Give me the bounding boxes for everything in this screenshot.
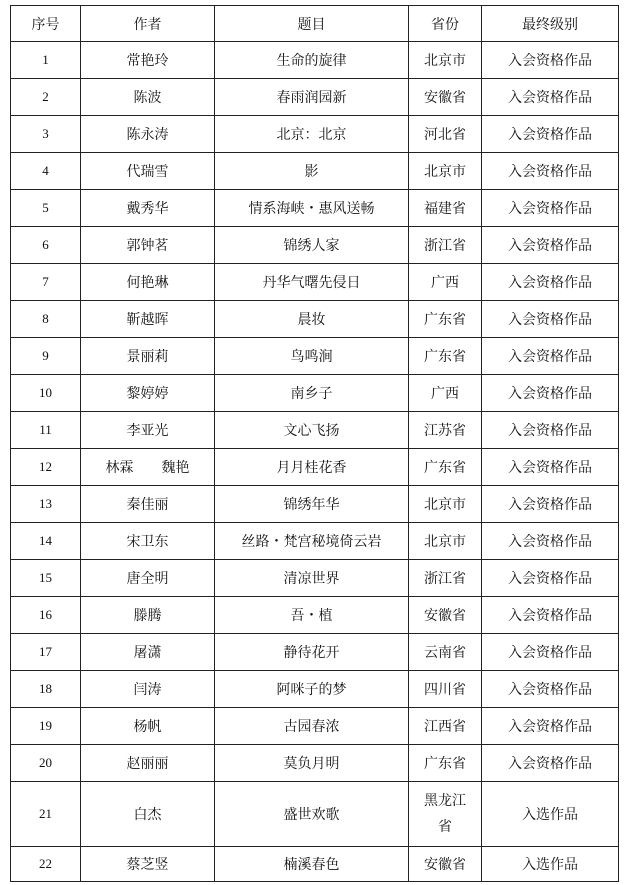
cell-seq: 15 bbox=[11, 560, 81, 597]
table-row bbox=[11, 745, 619, 782]
header-province: 省份 bbox=[409, 6, 482, 42]
cell-level: 入会资格作品 bbox=[482, 264, 619, 301]
cell-title: 吾・植 bbox=[215, 597, 409, 634]
results-table bbox=[10, 5, 619, 882]
cell-level: 入会资格作品 bbox=[482, 597, 619, 634]
cell-seq: 14 bbox=[11, 523, 81, 560]
author-pair bbox=[106, 457, 190, 477]
cell-province: 安徽省 bbox=[409, 847, 482, 882]
cell-province: 浙江省 bbox=[409, 227, 482, 264]
cell-province: 云南省 bbox=[409, 634, 482, 671]
cell-author: 赵丽丽 bbox=[81, 745, 215, 782]
cell-province-line2: 省 bbox=[438, 819, 452, 835]
cell-seq: 6 bbox=[11, 227, 81, 264]
cell-author: 滕腾 bbox=[81, 597, 215, 634]
cell-level: 入会资格作品 bbox=[482, 79, 619, 116]
cell-level: 入会资格作品 bbox=[482, 523, 619, 560]
cell-author: 戴秀华 bbox=[81, 190, 215, 227]
table-row bbox=[11, 412, 619, 449]
cell-title: 盛世欢歌 bbox=[215, 782, 409, 847]
cell-province: 四川省 bbox=[409, 671, 482, 708]
cell-seq: 4 bbox=[11, 153, 81, 190]
table-row bbox=[11, 190, 619, 227]
cell-province: 安徽省 bbox=[409, 597, 482, 634]
cell-seq: 22 bbox=[11, 847, 81, 882]
cell-seq: 5 bbox=[11, 190, 81, 227]
cell-seq: 19 bbox=[11, 708, 81, 745]
cell-author: 秦佳丽 bbox=[81, 486, 215, 523]
table-row bbox=[11, 375, 619, 412]
cell-title: 春雨润园新 bbox=[215, 79, 409, 116]
cell-author: 代瑞雪 bbox=[81, 153, 215, 190]
cell-author: 宋卫东 bbox=[81, 523, 215, 560]
cell-province: 江西省 bbox=[409, 708, 482, 745]
cell-title: 楠溪春色 bbox=[215, 847, 409, 882]
cell-level: 入会资格作品 bbox=[482, 153, 619, 190]
cell-title: 鸟鸣涧 bbox=[215, 338, 409, 375]
header-seq: 序号 bbox=[11, 6, 81, 42]
cell-level: 入会资格作品 bbox=[482, 486, 619, 523]
table-row bbox=[11, 560, 619, 597]
header-level: 最终级别 bbox=[482, 6, 619, 42]
cell-seq: 21 bbox=[11, 782, 81, 847]
cell-seq: 8 bbox=[11, 301, 81, 338]
cell-title: 影 bbox=[215, 153, 409, 190]
cell-province: 广东省 bbox=[409, 338, 482, 375]
cell-province: 浙江省 bbox=[409, 560, 482, 597]
table-row bbox=[11, 449, 619, 486]
cell-seq: 3 bbox=[11, 116, 81, 153]
cell-author: 郭钟茗 bbox=[81, 227, 215, 264]
table-row bbox=[11, 708, 619, 745]
cell-level: 入会资格作品 bbox=[482, 671, 619, 708]
cell-title: 南乡子 bbox=[215, 375, 409, 412]
cell-seq: 16 bbox=[11, 597, 81, 634]
cell-author-first: 林霖 bbox=[105, 460, 134, 476]
cell-province: 安徽省 bbox=[409, 79, 482, 116]
cell-author: 景丽莉 bbox=[81, 338, 215, 375]
cell-author: 白杰 bbox=[81, 782, 215, 847]
cell-seq: 2 bbox=[11, 79, 81, 116]
cell-level: 入会资格作品 bbox=[482, 560, 619, 597]
table-row bbox=[11, 847, 619, 882]
cell-seq: 13 bbox=[11, 486, 81, 523]
header-title: 题目 bbox=[215, 6, 409, 42]
cell-province-line1: 黑龙江 bbox=[424, 793, 466, 809]
cell-province bbox=[409, 782, 482, 847]
cell-title: 清凉世界 bbox=[215, 560, 409, 597]
cell-seq: 17 bbox=[11, 634, 81, 671]
cell-author: 何艳琳 bbox=[81, 264, 215, 301]
table-header-row bbox=[11, 6, 619, 42]
cell-title: 月月桂花香 bbox=[215, 449, 409, 486]
cell-seq: 20 bbox=[11, 745, 81, 782]
cell-seq: 12 bbox=[11, 449, 81, 486]
cell-title: 晨妆 bbox=[215, 301, 409, 338]
cell-author: 陈波 bbox=[81, 79, 215, 116]
cell-province: 广西 bbox=[409, 264, 482, 301]
cell-title: 生命的旋律 bbox=[215, 42, 409, 79]
cell-seq: 9 bbox=[11, 338, 81, 375]
cell-author: 闫涛 bbox=[81, 671, 215, 708]
cell-title: 阿咪子的梦 bbox=[215, 671, 409, 708]
cell-level: 入会资格作品 bbox=[482, 190, 619, 227]
cell-seq: 11 bbox=[11, 412, 81, 449]
cell-author-pair bbox=[81, 449, 215, 486]
table-row bbox=[11, 486, 619, 523]
cell-author: 常艳玲 bbox=[81, 42, 215, 79]
cell-level: 入选作品 bbox=[482, 782, 619, 847]
cell-level: 入选作品 bbox=[482, 847, 619, 882]
cell-author-second: 魏艳 bbox=[161, 460, 190, 476]
cell-province: 广东省 bbox=[409, 301, 482, 338]
table-row bbox=[11, 338, 619, 375]
cell-level: 入会资格作品 bbox=[482, 338, 619, 375]
cell-seq: 1 bbox=[11, 42, 81, 79]
table-row bbox=[11, 634, 619, 671]
cell-title: 情系海峡・惠风送畅 bbox=[215, 190, 409, 227]
cell-title: 锦绣年华 bbox=[215, 486, 409, 523]
header-author: 作者 bbox=[81, 6, 215, 42]
cell-seq: 10 bbox=[11, 375, 81, 412]
cell-author: 黎婷婷 bbox=[81, 375, 215, 412]
cell-title: 丹华气曙先侵日 bbox=[215, 264, 409, 301]
cell-province: 广东省 bbox=[409, 449, 482, 486]
cell-author: 靳越晖 bbox=[81, 301, 215, 338]
cell-province: 北京市 bbox=[409, 486, 482, 523]
table-row bbox=[11, 782, 619, 847]
cell-level: 入会资格作品 bbox=[482, 227, 619, 264]
table-row bbox=[11, 523, 619, 560]
cell-title: 莫负月明 bbox=[215, 745, 409, 782]
cell-title: 北京：北京 bbox=[215, 116, 409, 153]
table-row bbox=[11, 227, 619, 264]
cell-level: 入会资格作品 bbox=[482, 449, 619, 486]
table-row bbox=[11, 301, 619, 338]
table-row bbox=[11, 671, 619, 708]
cell-province: 北京市 bbox=[409, 42, 482, 79]
cell-province: 福建省 bbox=[409, 190, 482, 227]
cell-title: 丝路・梵宫秘境倚云岩 bbox=[215, 523, 409, 560]
table-row bbox=[11, 79, 619, 116]
cell-title: 锦绣人家 bbox=[215, 227, 409, 264]
cell-title: 古园春浓 bbox=[215, 708, 409, 745]
cell-province: 河北省 bbox=[409, 116, 482, 153]
table-row bbox=[11, 597, 619, 634]
cell-author: 陈永涛 bbox=[81, 116, 215, 153]
cell-province: 北京市 bbox=[409, 153, 482, 190]
cell-author: 杨帆 bbox=[81, 708, 215, 745]
table-row bbox=[11, 153, 619, 190]
table-row bbox=[11, 116, 619, 153]
cell-seq: 18 bbox=[11, 671, 81, 708]
cell-author: 唐全明 bbox=[81, 560, 215, 597]
cell-level: 入会资格作品 bbox=[482, 116, 619, 153]
cell-province: 江苏省 bbox=[409, 412, 482, 449]
cell-province: 广西 bbox=[409, 375, 482, 412]
cell-level: 入会资格作品 bbox=[482, 42, 619, 79]
cell-level: 入会资格作品 bbox=[482, 375, 619, 412]
cell-level: 入会资格作品 bbox=[482, 412, 619, 449]
cell-level: 入会资格作品 bbox=[482, 708, 619, 745]
cell-level: 入会资格作品 bbox=[482, 745, 619, 782]
cell-title: 文心飞扬 bbox=[215, 412, 409, 449]
cell-province: 广东省 bbox=[409, 745, 482, 782]
cell-province: 北京市 bbox=[409, 523, 482, 560]
cell-author: 屠潇 bbox=[81, 634, 215, 671]
table-row bbox=[11, 42, 619, 79]
cell-level: 入会资格作品 bbox=[482, 634, 619, 671]
cell-author: 李亚光 bbox=[81, 412, 215, 449]
cell-level: 入会资格作品 bbox=[482, 301, 619, 338]
cell-title: 静待花开 bbox=[215, 634, 409, 671]
table-row bbox=[11, 264, 619, 301]
cell-seq: 7 bbox=[11, 264, 81, 301]
cell-author: 蔡芝竖 bbox=[81, 847, 215, 882]
